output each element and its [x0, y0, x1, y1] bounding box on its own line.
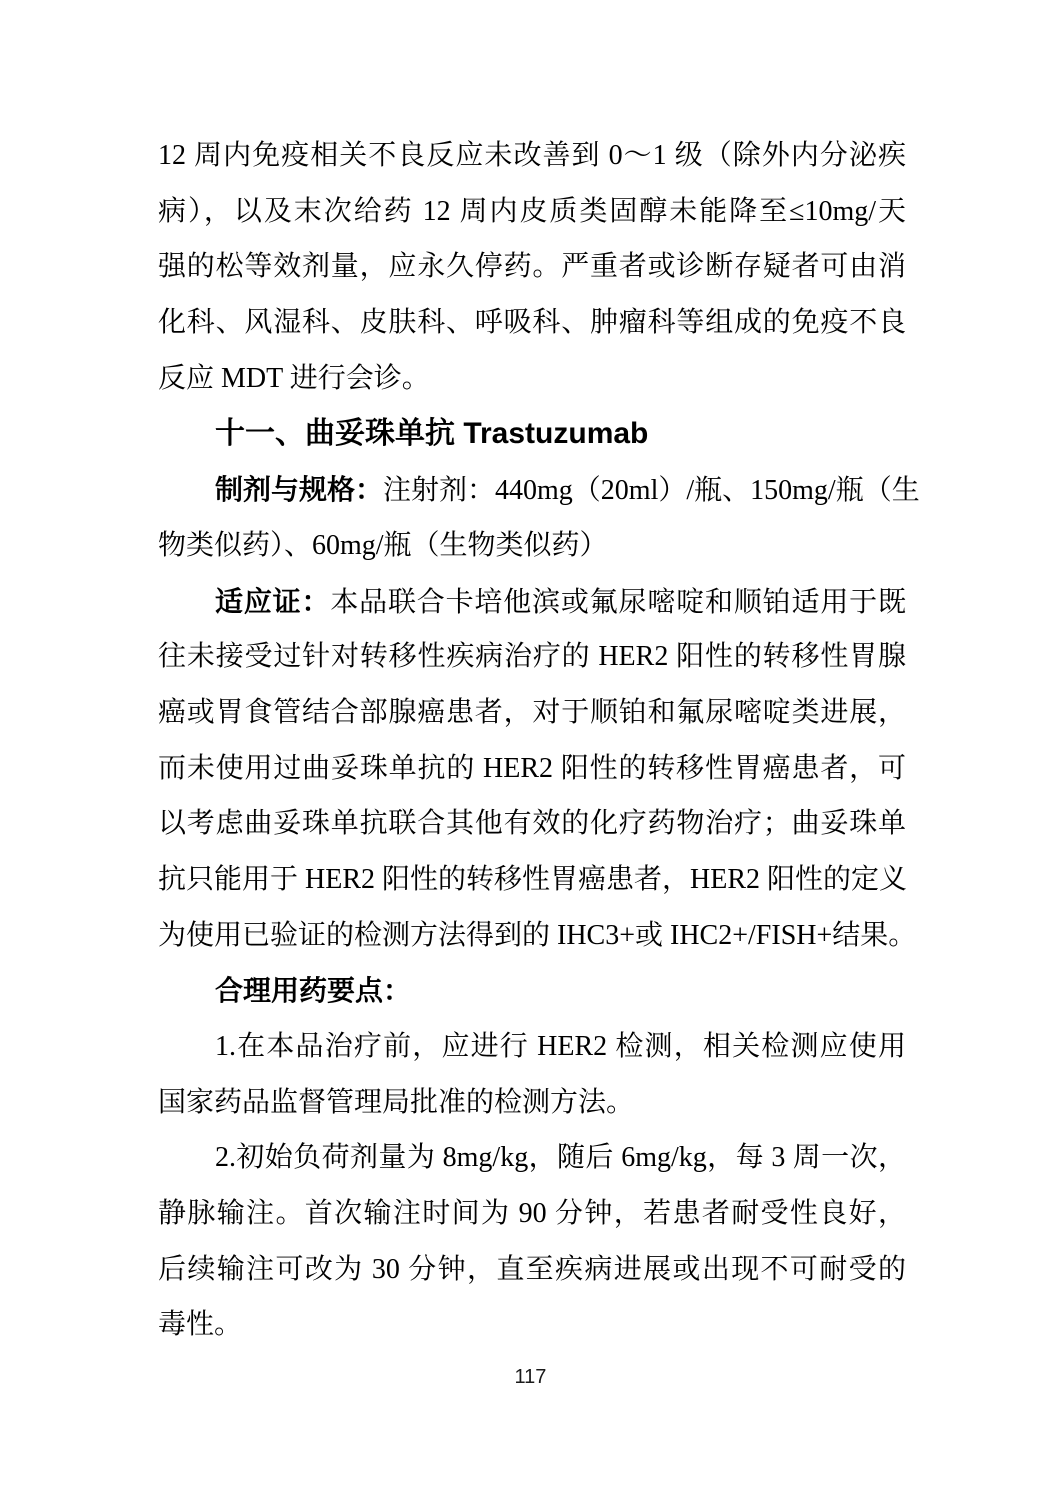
body-text: 而未使用过曲妥珠单抗的 HER2 阳性的转移性胃癌患者，可: [158, 752, 906, 784]
text-line: [158, 239, 906, 295]
text-line: [158, 518, 906, 574]
body-text: 国家药品监督管理局批准的检测方法。: [158, 1086, 635, 1118]
text-line: [158, 963, 906, 1019]
text-line: [158, 908, 917, 964]
text-line: [158, 852, 906, 908]
body-text: 往未接受过针对转移性疾病治疗的 HER2 阳性的转移性胃腺: [158, 641, 906, 673]
text-line: [158, 1075, 906, 1131]
text-line: [158, 184, 906, 240]
body-text: 以考虑曲妥珠单抗联合其他有效的化疗药物治疗；曲妥珠单: [158, 808, 906, 840]
body-text: 强的松等效剂量，应永久停药。严重者或诊断存疑者可由消: [158, 251, 906, 283]
text-line: [158, 406, 906, 462]
body-text: 后续输注可改为 30 分钟，直至疾病进展或出现不可耐受的: [158, 1253, 906, 1285]
text-line: [158, 1130, 906, 1186]
body-text: 抗只能用于 HER2 阳性的转移性胃癌患者，HER2 阳性的定义: [158, 863, 908, 895]
text-line: [158, 1297, 906, 1353]
body-text: 1.在本品治疗前，应进行 HER2 检测，相关检测应使用: [215, 1031, 906, 1062]
text-line: [158, 796, 906, 852]
body-text: 病），以及末次给药 12 周内皮质类固醇未能降至≤10mg/天: [158, 195, 906, 227]
body-text: 本品联合卡培他滨或氟尿嘧啶和顺铂适用于既: [330, 586, 906, 618]
body-text: 化科、风湿科、皮肤科、呼吸科、肿瘤科等组成的免疫不良: [158, 307, 906, 339]
body-text: 反应 MDT 进行会诊。: [158, 362, 430, 394]
body-text: 注射剂：440mg（20ml）/瓶、150mg/瓶（生: [383, 475, 920, 507]
field-label-text: 合理用药要点：: [215, 975, 412, 1007]
text-line: [158, 574, 906, 630]
text-line: [158, 685, 906, 741]
text-line: [158, 1019, 906, 1075]
field-label-text: 适应证：: [215, 585, 331, 617]
body-text: 物类似药）、60mg/瓶（生物类似药）: [158, 529, 608, 561]
text-line: [158, 629, 906, 685]
section-heading-text: 十一、曲妥珠单抗 Trastuzumab: [215, 417, 649, 451]
text-line: [158, 741, 906, 797]
text-line: [158, 295, 906, 351]
text-line: [158, 128, 906, 184]
text-line: [158, 1186, 906, 1242]
page-number: 117: [514, 1366, 547, 1388]
text-line: [158, 1242, 906, 1298]
body-text: 静脉输注。首次输注时间为 90 分钟，若患者耐受性良好，: [158, 1198, 906, 1230]
body-text: 2.初始负荷剂量为 8mg/kg，随后 6mg/kg，每 3 周一次，: [215, 1142, 906, 1174]
body-text: 12 周内免疫相关不良反应未改善到 0～1 级（除外内分泌疾: [158, 140, 906, 171]
document-body: [158, 128, 920, 1353]
body-text: 毒性。: [158, 1309, 243, 1341]
body-text: 癌或胃食管结合部腺癌患者，对于顺铂和氟尿嘧啶类进展，: [158, 696, 906, 728]
field-label-text: 制剂与规格：: [215, 474, 384, 506]
text-line: [158, 351, 906, 407]
body-text: 为使用已验证的检测方法得到的 IHC3+或 IHC2+/FISH+结果。: [158, 919, 917, 951]
text-line: [158, 462, 920, 518]
